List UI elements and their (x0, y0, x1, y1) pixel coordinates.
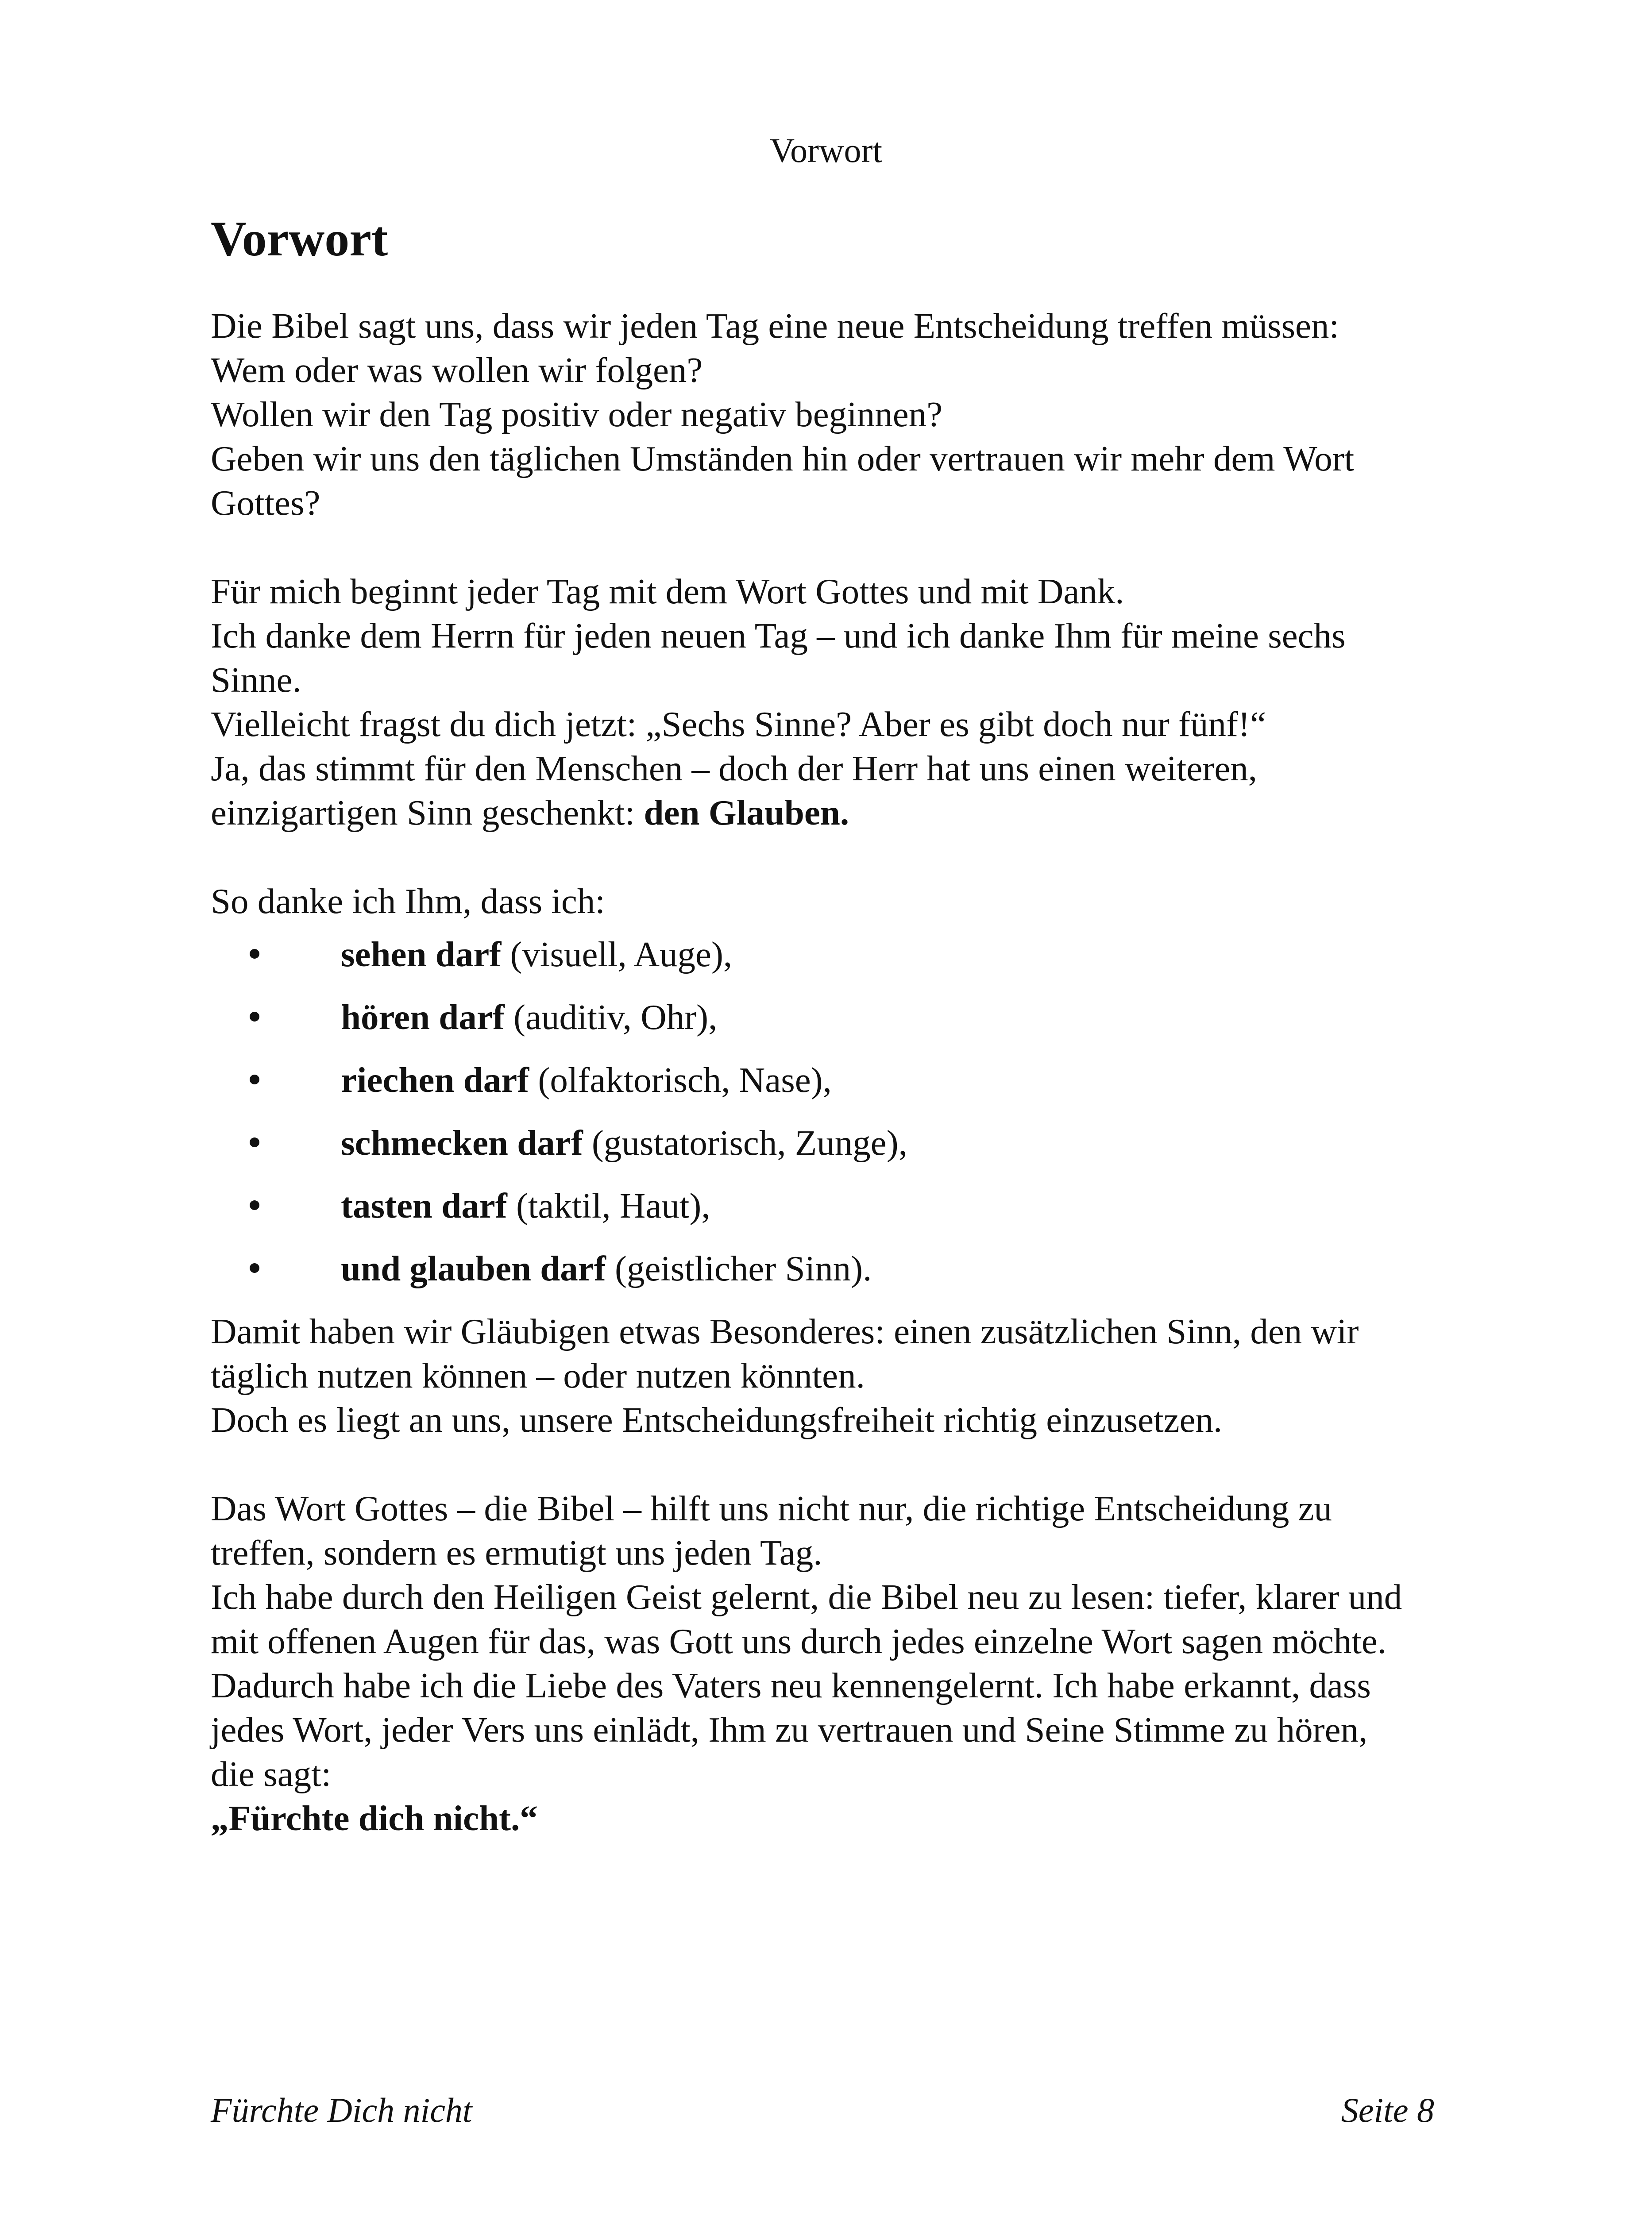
text-line: Dadurch habe ich die Liebe des Vaters neu kennengelernt. Ich habe erkannt, dass (211, 1666, 1371, 1705)
list-item (211, 1121, 1463, 1165)
bullet-icon (250, 949, 259, 959)
text-line: Wollen wir den Tag positiv oder negativ beginnen? (211, 394, 943, 434)
list-intro: So danke ich Ihm, dass ich: (211, 881, 605, 921)
text-line: Ich habe durch den Heiligen Geist gelernt, die Bibel neu zu lesen: tiefer, klarer und (211, 1577, 1402, 1617)
sense-verb: sehen darf (341, 934, 502, 974)
bullet-icon (250, 1137, 259, 1147)
text-line: jedes Wort, jeder Vers uns einlädt, Ihm zu vertrauen und Seine Stimme zu hören, (211, 1710, 1368, 1750)
text-line: Die Bibel sagt uns, dass wir jeden Tag eine neue Entscheidung treffen müssen: (211, 306, 1339, 346)
sense-verb: hören darf (341, 997, 505, 1037)
text-line: Geben wir uns den täglichen Umständen hin oder vertrauen wir mehr dem Wort (211, 439, 1355, 478)
text-line: Doch es liegt an uns, unsere Entscheidungsfreiheit richtig einzusetzen. (211, 1400, 1223, 1440)
text-run: einzigartigen Sinn geschenkt: (211, 793, 644, 833)
bullet-icon (250, 1263, 259, 1273)
emphasis-faith: den Glauben. (644, 793, 849, 833)
bullet-icon (250, 1012, 259, 1022)
sense-verb: und glauben darf (341, 1249, 606, 1288)
text-line: täglich nutzen können – oder nutzen könnten. (211, 1356, 865, 1396)
bullet-icon (250, 1200, 259, 1210)
sense-detail: (taktil, Haut), (507, 1186, 710, 1226)
list-item (211, 932, 1463, 976)
paragraph-thanks (211, 569, 1463, 835)
closing-quote: „Fürchte dich nicht.“ (211, 1798, 538, 1838)
sense-verb: riechen darf (341, 1060, 529, 1100)
text-line: Sinne. (211, 660, 301, 700)
text-line: Vielleicht fragst du dich jetzt: „Sechs Sinne? Aber es gibt doch nur fünf!“ (211, 704, 1266, 744)
sense-verb: tasten darf (341, 1186, 507, 1226)
paragraph-believers (211, 1309, 1463, 1442)
footer-book-title: Fürchte Dich nicht (211, 2091, 472, 2129)
text-line: Ja, das stimmt für den Menschen – doch der Herr hat uns einen weiteren, (211, 748, 1258, 788)
sense-detail: (gustatorisch, Zunge), (583, 1123, 907, 1163)
text-line: Damit haben wir Gläubigen etwas Besonderes: einen zusätzlichen Sinn, den wir (211, 1311, 1359, 1351)
paragraph-spacer (211, 835, 1463, 879)
text-line: Das Wort Gottes – die Bibel – hilft uns nicht nur, die richtige Entscheidung zu (211, 1488, 1332, 1528)
text-line: mit offenen Augen für das, was Gott uns durch jedes einzelne Wort sagen möchte. (211, 1621, 1387, 1661)
text-line: Ich danke dem Herrn für jeden neuen Tag – und ich danke Ihm für meine sechs (211, 616, 1346, 655)
sense-detail: (auditiv, Ohr), (504, 997, 718, 1037)
sense-verb: schmecken darf (341, 1123, 583, 1163)
text-line: Gottes? (211, 483, 320, 523)
sense-detail: (geistlicher Sinn). (606, 1249, 872, 1288)
bullet-icon (250, 1075, 259, 1084)
paragraph-intro (211, 304, 1463, 525)
list-item (211, 1184, 1463, 1228)
list-item (211, 995, 1463, 1039)
list-item (211, 1058, 1463, 1102)
paragraph-spacer (211, 525, 1463, 569)
text-line: treffen, sondern es ermutigt uns jeden Tag. (211, 1533, 822, 1573)
footer-page-number: Seite 8 (1341, 2091, 1434, 2129)
text-line: Wem oder was wollen wir folgen? (211, 350, 703, 390)
senses-list (211, 932, 1463, 1291)
sense-detail: (olfaktorisch, Nase), (529, 1060, 832, 1100)
text-line: die sagt: (211, 1754, 332, 1794)
page-title: Vorwort (211, 212, 388, 266)
text-line: Für mich beginnt jeder Tag mit dem Wort Gottes und mit Dank. (211, 571, 1124, 611)
paragraph-word-of-god (211, 1486, 1463, 1796)
sense-detail: (visuell, Auge), (501, 934, 733, 974)
running-header: Vorwort (769, 131, 883, 170)
page-content (211, 208, 1463, 1840)
text-line (211, 790, 1463, 835)
paragraph-spacer (211, 1442, 1463, 1486)
list-item (211, 1246, 1463, 1291)
